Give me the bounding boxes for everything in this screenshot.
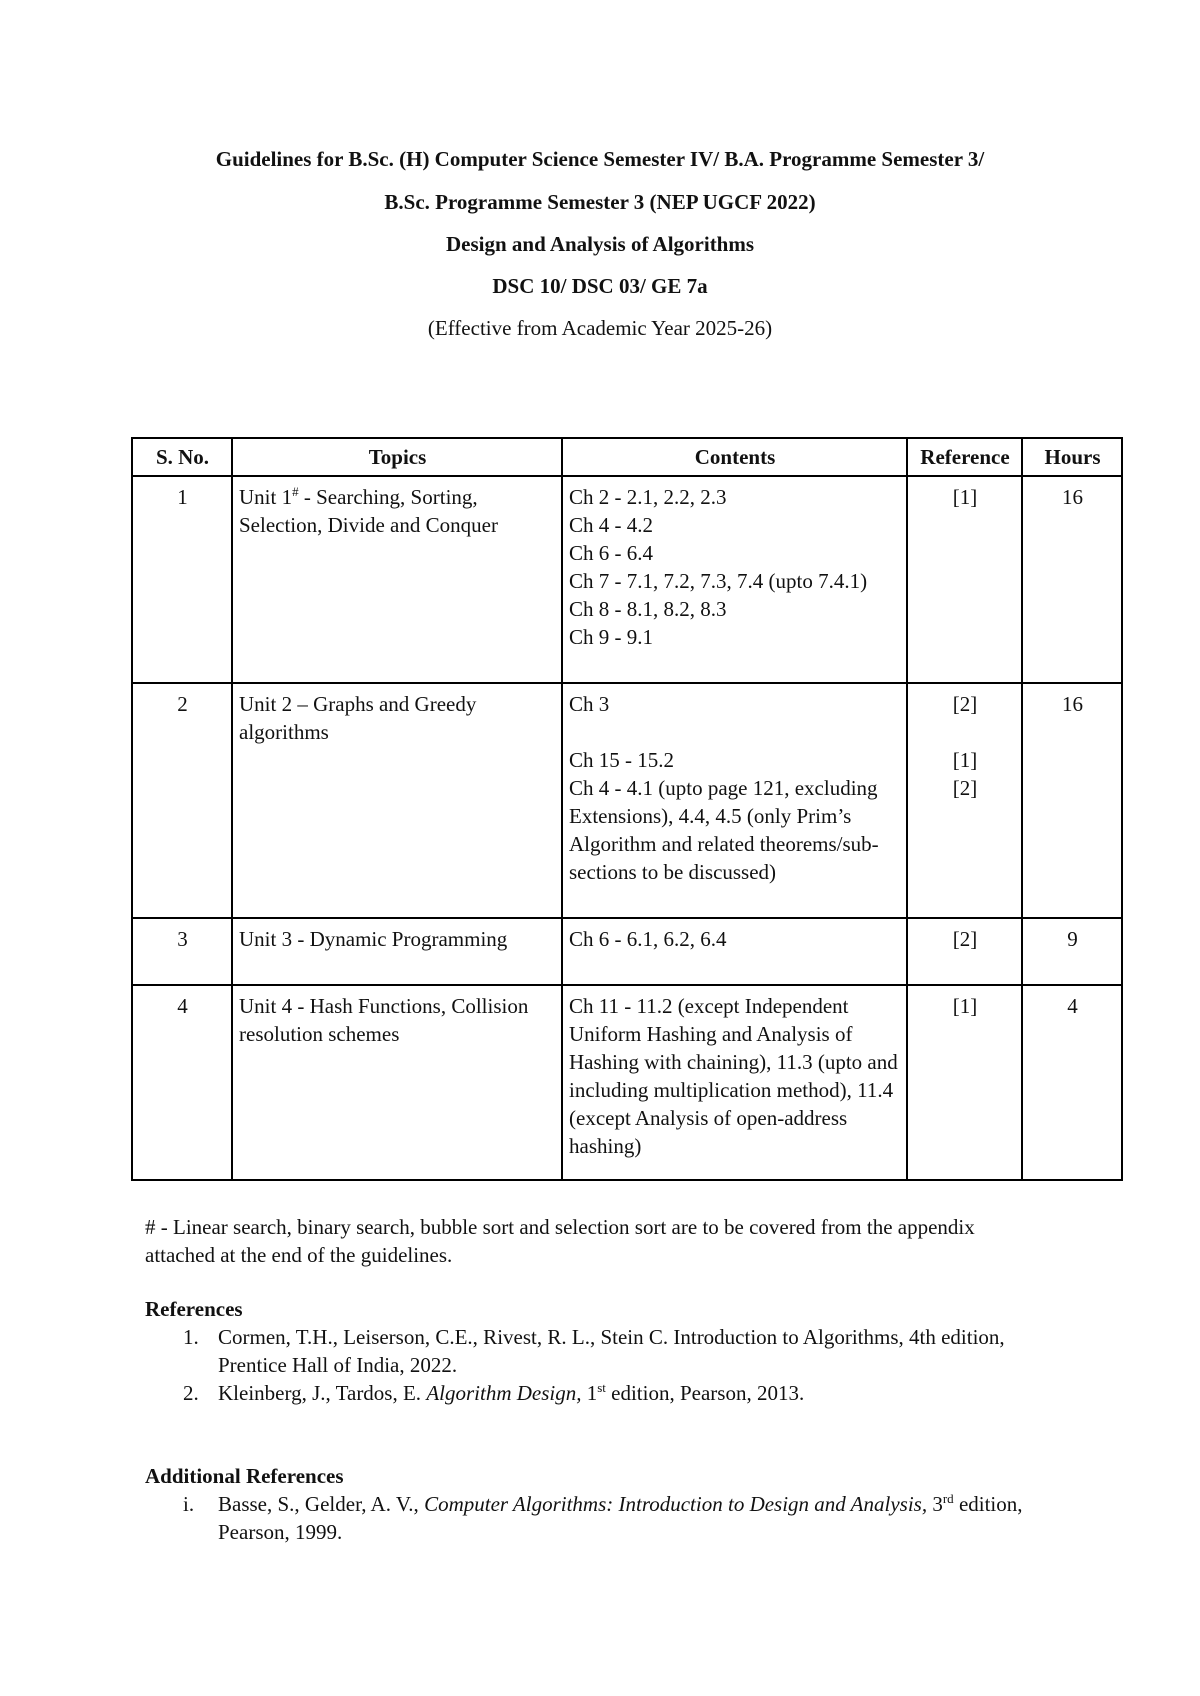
reference-ordinal: st <box>597 1380 606 1395</box>
content-line: Ch 15 - 15.2 <box>569 748 674 772</box>
reference-line: [1] <box>952 994 978 1018</box>
column-header-hours: Hours <box>1022 438 1122 476</box>
content-line: Ch 6 - 6.1, 6.2, 6.4 <box>569 927 727 951</box>
column-header-reference: Reference <box>907 438 1022 476</box>
row-sno: 4 <box>132 985 232 1180</box>
row-topic: Unit 3 - Dynamic Programming <box>232 918 562 985</box>
list-item <box>145 1323 1075 1379</box>
row-hours: 9 <box>1022 918 1122 985</box>
topic-text: - Searching, Sorting, Selection, Divide and Conquer <box>239 485 498 537</box>
reference-text: 1 <box>581 1381 598 1405</box>
table-row <box>132 683 1122 918</box>
content-line: Ch 9 - 9.1 <box>569 625 653 649</box>
reference-title: Algorithm Design, <box>426 1381 582 1405</box>
row-contents <box>562 476 907 683</box>
reference-number: i. <box>183 1492 195 1516</box>
reference-text: edition, Pearson, 1999. <box>218 1492 1023 1544</box>
content-line: Ch 3 <box>569 692 610 716</box>
reference-line: [2] <box>952 692 978 716</box>
reference-text: 3 <box>927 1492 943 1516</box>
additional-references-heading: Additional References <box>145 1464 344 1488</box>
reference-text: Cormen, T.H., Leiserson, C.E., Rivest, R. L., Stein C. Introduction to Algorithms, 4th edition, Prentice Hall of India, 2022. <box>218 1325 1005 1377</box>
reference-text: Basse, S., Gelder, A. V., <box>218 1492 425 1516</box>
row-sno: 3 <box>132 918 232 985</box>
row-contents <box>562 683 907 918</box>
reference-number: 2. <box>183 1381 199 1405</box>
list-item <box>145 1379 1075 1407</box>
syllabus-table <box>131 437 1123 1181</box>
reference-title: Computer Algorithms: Introduction to Design and Analysis, <box>424 1492 928 1516</box>
topic-marker: # <box>292 484 299 499</box>
row-reference <box>907 476 1022 683</box>
topic-text: Unit 1 <box>239 485 293 509</box>
row-topic <box>232 476 562 683</box>
content-line: Ch 8 - 8.1, 8.2, 8.3 <box>569 597 727 621</box>
table-row <box>132 985 1122 1180</box>
column-header-contents: Contents <box>562 438 907 476</box>
table-header-row <box>132 438 1122 476</box>
row-hours: 16 <box>1022 683 1122 918</box>
course-code: DSC 10/ DSC 03/ GE 7a <box>492 274 708 298</box>
content-line: Ch 2 - 2.1, 2.2, 2.3 <box>569 485 727 509</box>
reference-ordinal: rd <box>942 1491 954 1506</box>
row-contents <box>562 985 907 1180</box>
column-header-sno: S. No. <box>132 438 232 476</box>
row-reference <box>907 985 1022 1180</box>
header-line-1: Guidelines for B.Sc. (H) Computer Science Semester IV/ B.A. Programme Semester 3/ <box>215 147 985 171</box>
reference-line: [1] <box>952 485 978 509</box>
footnote: # - Linear search, binary search, bubble sort and selection sort are to be covered from the appendix attached at the end of the guidelines. <box>145 1215 975 1267</box>
content-line: Ch 11 - 11.2 (except Independent Uniform Hashing and Analysis of Hashing with chaining), 11.3 (upto and including multiplication method), 11.4 (except Analysis of open-address hashing) <box>569 994 898 1158</box>
row-topic: Unit 4 - Hash Functions, Collision resolution schemes <box>232 985 562 1180</box>
references-list <box>145 1323 1075 1407</box>
header-line-2: B.Sc. Programme Semester 3 (NEP UGCF 2022) <box>384 190 816 214</box>
content-line: Ch 6 - 6.4 <box>569 541 653 565</box>
reference-text: edition, Pearson, 2013. <box>605 1381 805 1405</box>
row-reference <box>907 918 1022 985</box>
additional-references-list <box>145 1490 1075 1546</box>
content-line: Ch 4 - 4.1 (upto page 121, excluding Extensions), 4.4, 4.5 (only Prim’s Algorithm and related theorems/sub-sections to be discussed) <box>569 776 879 884</box>
row-hours: 16 <box>1022 476 1122 683</box>
course-title: Design and Analysis of Algorithms <box>445 232 755 256</box>
reference-number: 1. <box>183 1325 199 1349</box>
row-sno: 1 <box>132 476 232 683</box>
row-reference <box>907 683 1022 918</box>
table-row <box>132 476 1122 683</box>
row-contents <box>562 918 907 985</box>
row-hours: 4 <box>1022 985 1122 1180</box>
column-header-topics: Topics <box>232 438 562 476</box>
row-topic: Unit 2 – Graphs and Greedy algorithms <box>232 683 562 918</box>
table-row <box>132 918 1122 985</box>
effective-note: (Effective from Academic Year 2025-26) <box>427 316 773 340</box>
reference-line: [2] <box>952 927 978 951</box>
content-spacer <box>569 718 901 746</box>
reference-text: Kleinberg, J., Tardos, E. <box>218 1381 427 1405</box>
content-line: Ch 7 - 7.1, 7.2, 7.3, 7.4 (upto 7.4.1) <box>569 569 868 593</box>
reference-line: [2] <box>952 776 978 800</box>
reference-line: [1] <box>952 748 978 772</box>
references-heading: References <box>145 1297 243 1321</box>
list-item <box>145 1490 1075 1546</box>
reference-spacer <box>914 718 1016 746</box>
row-sno: 2 <box>132 683 232 918</box>
content-line: Ch 4 - 4.2 <box>569 513 653 537</box>
